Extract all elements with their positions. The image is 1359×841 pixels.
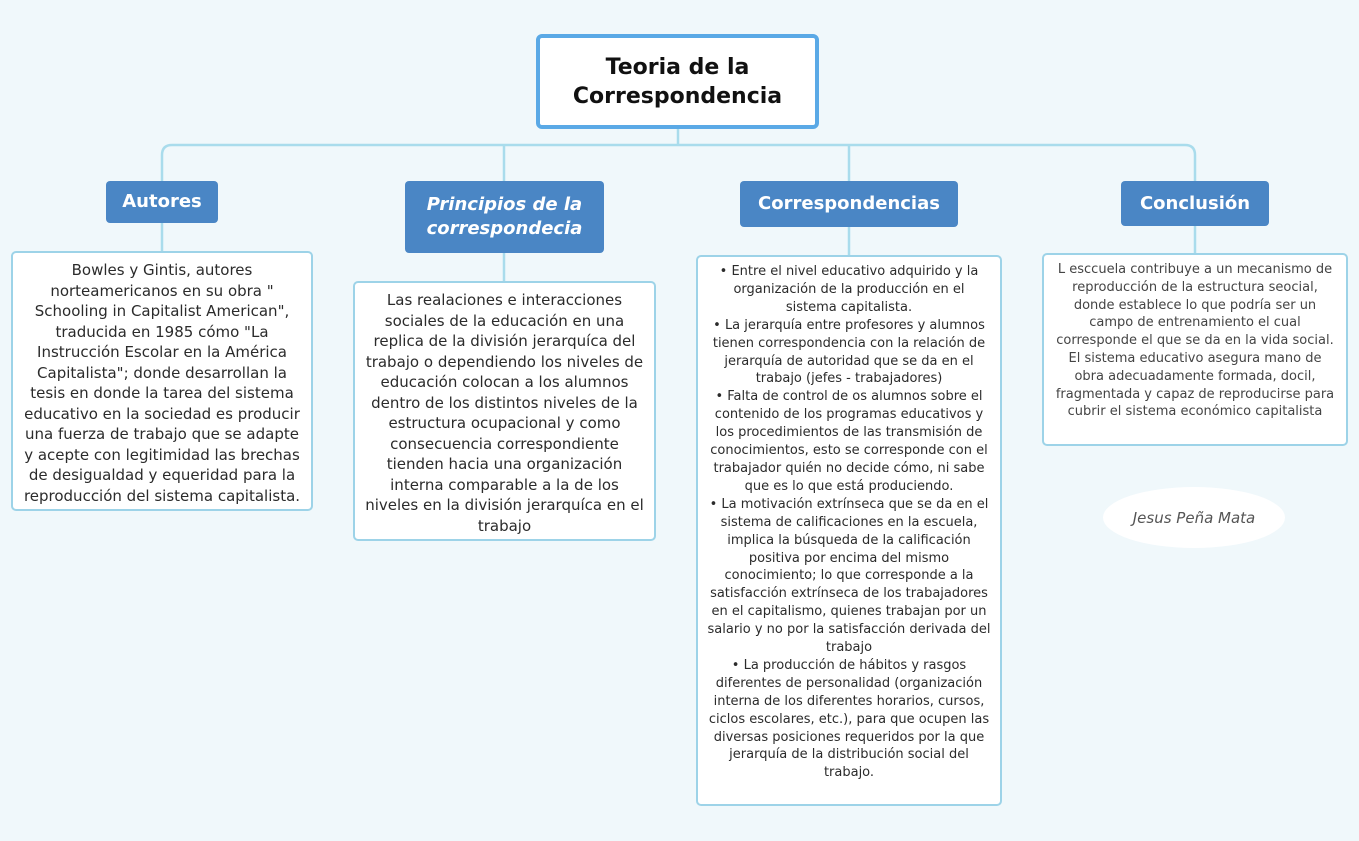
card-principios-text: Las realaciones e interacciones sociales de la educación en una replica de la división jerarquíca del trabajo o dependiendo los niveles de educación colocan a los alumnos dentro de los distintos niveles de la estructura ocupacional y como consecuencia correspondiente tienden hacia una organización interna comparable a la de los niveles en la división jerarquíca en el trabajo	[365, 291, 644, 535]
central-topic-line2: Correspondencia	[572, 83, 783, 109]
card-principios[interactable]	[353, 281, 656, 541]
topic-principios[interactable]	[405, 181, 604, 253]
central-topic[interactable]	[536, 34, 819, 129]
topic-conclusion[interactable]	[1121, 181, 1269, 226]
correspondencia-item-2: • La jerarquía entre profesores y alumnos tienen correspondencia con la relación de jerarquía de autoridad que se da en el trabajo (jefes - trabajadores)	[712, 317, 986, 387]
author-signature[interactable]	[1103, 487, 1285, 548]
correspondencia-item-3: • Falta de control de os alumnos sobre el contenido de los programas educativos y los procedimientos de las transmisión de conocimientos, esto se corresponde con el trabajador quién no decide cómo, ni sabe que es lo que está produciendo.	[710, 389, 988, 494]
topic-correspondencias-label: Correspondencias	[758, 193, 940, 214]
correspondencia-item-5: • La producción de hábitos y rasgos diferentes de personalidad (organización interna de los diferentes horarios, cursos, ciclos escolares, etc.), para que ocupen las diversas posiciones requeridos por la que jerarquía de la distribución social del trabajo.	[708, 657, 990, 781]
card-autores[interactable]	[11, 251, 313, 511]
card-autores-text: Bowles y Gintis, autores norteamericanos en su obra " Schooling in Capitalist American", traducida en 1985 cómo "La Instrucción Escolar en la América Capitalista"; donde desarrollan la tesis en donde la tarea del sistema educativo en la sociedad es producir una fuerza de trabajo que se adapte y acepte con legitimidad las brechas de desigualdad y equeridad para la reproducción del sistema capitalista.	[23, 261, 301, 505]
topic-correspondencias[interactable]	[740, 181, 958, 227]
card-correspondencias[interactable]	[696, 255, 1002, 806]
topic-principios-label: Principios de la correspondecia	[426, 194, 583, 239]
central-topic-line1: Teoria de la	[605, 54, 750, 80]
horizontal-bus-line	[162, 145, 1195, 181]
card-conclusion[interactable]	[1042, 253, 1348, 446]
topic-conclusion-label: Conclusión	[1139, 192, 1251, 214]
correspondencia-item-4: • La motivación extrínseca que se da en el sistema de calificaciones en la escuela, implica la búsqueda de la calificación positiva por encima del mismo conocimiento; lo que corresponde a la satisfacción extrínseca de los trabajadores en el capitalismo, quienes trabajan por un salario y no por la satisfacción derivada del trabajo	[707, 496, 991, 656]
correspondencia-item-1: • Entre el nivel educativo adquirido y la organización de la producción en el sistema capitalista.	[719, 264, 979, 315]
card-conclusion-text: L esccuela contribuye a un mecanismo de reproducción de la estructura seocial, donde establece lo que podría ser un campo de entrenamiento el cual corresponde el que se da en la vida social. El sistema educativo asegura mano de obra adecuadamente formada, docil, fragmentada y capaz de reproducirse para cubrir el sistema económico capitalista	[1055, 262, 1335, 420]
topic-autores[interactable]	[106, 181, 218, 223]
topic-autores-label: Autores	[122, 191, 202, 212]
author-signature-text: Jesus Peña Mata	[1132, 508, 1256, 527]
